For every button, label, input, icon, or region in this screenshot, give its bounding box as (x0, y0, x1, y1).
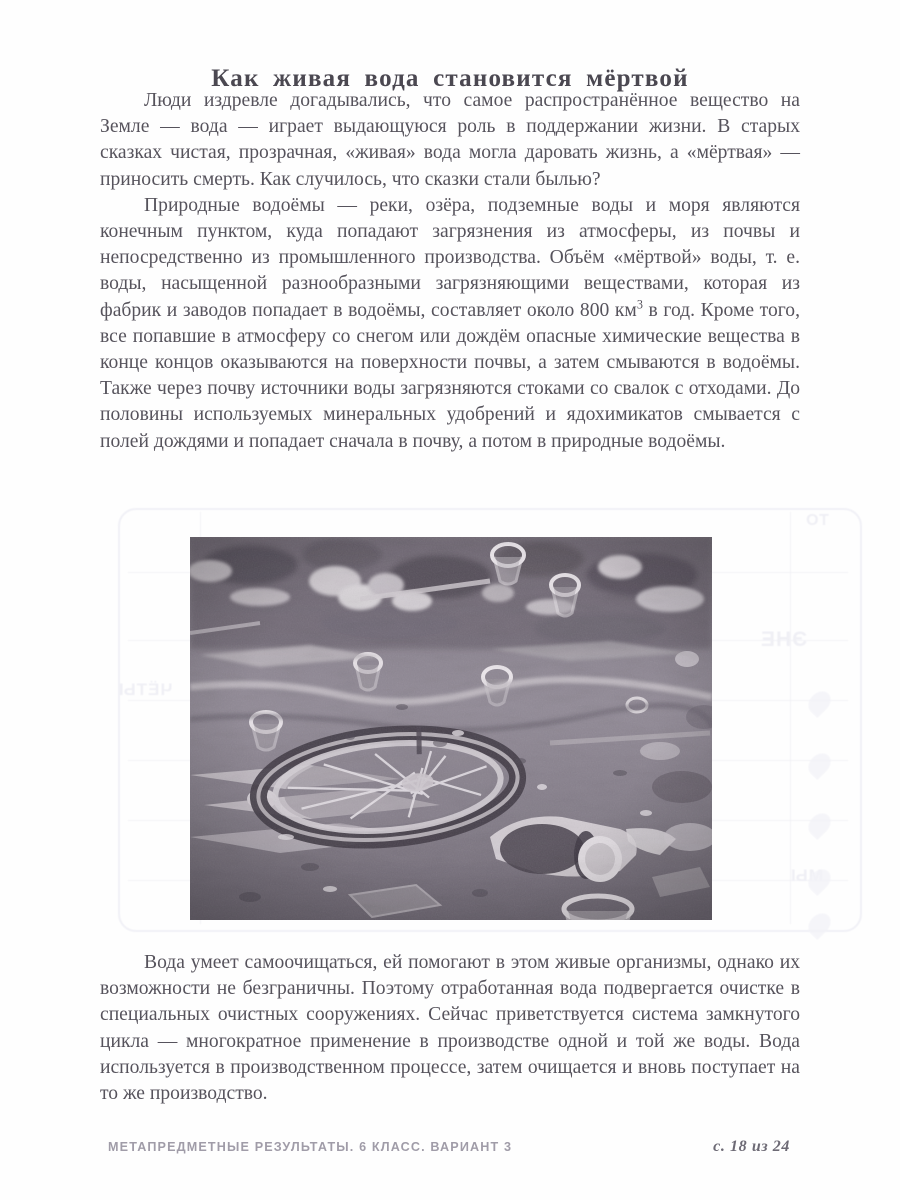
water-drop-icon (804, 909, 835, 940)
ghost-table-column-divider (790, 512, 791, 924)
ghost-label: ЧЁТЫ (118, 680, 173, 699)
water-drop-icon (804, 809, 835, 840)
article-body-top (100, 88, 800, 455)
paragraph-1: Люди издревле догадывались, что самое распространённое вещество на Земле — вода — играет выдающуюся роль в поддержании жизни. В старых сказках чистая, прозрачная, «живая» вода могла даровать жизнь, а «мёртвая» — приносить смерть. Как случилось, что сказки стали былью? (100, 90, 800, 190)
water-drop-icon (804, 865, 835, 896)
paragraph-2-part-b: в год. Кроме того, все попавшие в атмосферу со снегом или дождём опасные химические вещества в конце концов оказываются на поверхности почвы, а затем смываются в водоёмы. Также через почву источники воды загрязняются стоками со свалок с отходами. До половины используемых минеральных удобрений и ядохимикатов смывается с полей дождями и попадает сначала в почву, а потом в природные водоёмы. (100, 299, 800, 452)
footer-page-number: с. 18 из 24 (713, 1138, 790, 1155)
figure-photo-landfill (190, 537, 712, 920)
ghost-label: ЭНЕ (760, 628, 808, 651)
paragraph-3: Вода умеет самоочищаться, ей помогают в этом живые организмы, однако их возможности не безграничны. Поэтому отработанная вода подвергается очистке в специальных очистных сооружениях. Сейчас приветствуется система замкнутого цикла — многократное применение в производстве одной и той же воды. Вода используется в производственном процессе, затем очищается и вновь поступает на то же производство. (100, 952, 800, 1105)
page-title: Как живая вода становится мёртвой (211, 64, 689, 92)
water-drop-icon (804, 749, 835, 780)
paragraph-2-part-a: Природные водоёмы — реки, озёра, подземные воды и моря являются конечным пунктом, куда попадают загрязнения из атмосферы, из почвы и непосредственно из промышленного производства. Объём «мёртвой» воды, т. е. воды, насыщенной разнообразными загрязняющими веществами, которая из фабрик и заводов попадает в водоёмы, составляет около 800 км (100, 194, 800, 321)
ghost-label: ТО (805, 512, 829, 529)
paragraph-2 (100, 193, 800, 455)
article-body-bottom (100, 950, 800, 1107)
ghost-label: МЫ (790, 866, 823, 885)
water-drop-icon (804, 687, 835, 718)
landfill-photo-svg (190, 537, 712, 920)
cubic-exponent: 3 (636, 297, 643, 312)
footer-exam-info: МЕТАПРЕДМЕТНЫЕ РЕЗУЛЬТАТЫ. 6 КЛАСС. ВАРИАНТ 3 (108, 1140, 513, 1154)
